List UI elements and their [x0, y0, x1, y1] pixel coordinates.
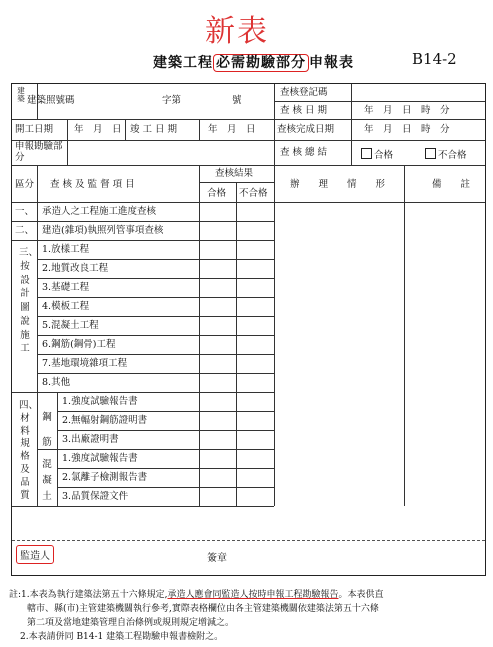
- section3-item-4: 4.模板工程: [42, 301, 90, 312]
- inspection-table: 建 築 建築照號碼 字第 號 查核登記碼 查 核 日 期 年 月 日 時 分 開工日期 年 月 日 竣 工 日 期 年 月 日 查核完成日期 年 月 日 時 分 申報勘驗部分 查 核 總 結 合格 不合格 區分 查 核 及 監 督 項 目 查核結果 合格 不合格 辦 理 情 形 備 註 一、 承造人之工程施工進度查核 二、 建造(雜項)執照列管事項查核 三、按設計圖說施工 1.放樣工程 2.地質改良工程 3.基礎工程 4.模板工程 5.混凝土工程 6.鋼筋(鋼骨)工程 7.基地環境雜項工程 8.其他 四、材料規格及品質 鋼筋 1.強度試驗報告書 2.無輻射鋼筋證明書 3.出廠證明書 混凝土 1.強度試驗報告書 2.氯離子檢測報告書 3.品質保證文件: [11, 83, 486, 576]
- check-date-value[interactable]: 年 月 日 時 分: [364, 105, 450, 116]
- concrete-item-1: 1.強度試驗報告書: [62, 453, 138, 464]
- check-date-label: 查 核 日 期: [280, 105, 328, 116]
- check-reg-no-label: 查核登記碼: [280, 87, 328, 98]
- check-done-value[interactable]: 年 月 日 時 分: [364, 124, 450, 135]
- section3-item-6: 6.鋼筋(鋼骨)工程: [42, 339, 116, 350]
- section3-item-1: 1.放樣工程: [42, 244, 90, 255]
- note-1-text-b: 。本表供直: [338, 590, 384, 600]
- steel-item-3: 3.出廠證明書: [62, 434, 119, 445]
- apply-label: 申報勘驗部分: [15, 141, 63, 163]
- row2-item: 建造(雜項)執照列管事項查核: [42, 225, 164, 236]
- section4-label: 四、材料規格及品質: [19, 400, 39, 501]
- concrete-item-3: 3.品質保證文件: [62, 491, 129, 502]
- row1-item: 承造人之工程施工進度查核: [42, 206, 157, 217]
- fail-checkbox-box[interactable]: [425, 148, 436, 159]
- col-section: 區分: [15, 179, 35, 190]
- license-label: 建築照號碼: [27, 95, 75, 106]
- note-1-highlight: 承造人應會同監造人按時申報工程勘驗報告: [167, 590, 339, 600]
- col-pass: 合格: [207, 188, 227, 199]
- concrete-item-2: 2.氯離子檢測報告書: [62, 472, 148, 483]
- title-prefix: 建築工程: [153, 55, 213, 71]
- fail-checkbox-label: 不合格: [438, 150, 467, 161]
- start-date-value[interactable]: 年 月 日: [74, 124, 122, 135]
- check-done-label: 查核完成日期: [277, 124, 335, 135]
- section3-item-8: 8.其他: [42, 377, 71, 388]
- col-items: 查 核 及 監 督 項 目: [50, 179, 135, 190]
- title-suffix: 申報表: [309, 55, 354, 71]
- new-form-stamp: 新表: [205, 14, 269, 49]
- summary-label: 查 核 總 結: [280, 147, 328, 158]
- form-title: [153, 52, 354, 72]
- section3-item-3: 3.基礎工程: [42, 282, 90, 293]
- note-1-text-a: 註:1.本表為執行建築法第五十六條規定,: [9, 590, 168, 600]
- license-value-suffix: 號: [232, 95, 242, 106]
- section3-item-2: 2.地質改良工程: [42, 263, 109, 274]
- steel-item-2: 2.無輻射鋼筋證明書: [62, 415, 148, 426]
- form-code: B14-2: [412, 50, 457, 68]
- col-result: 查核結果: [215, 168, 254, 179]
- pass-checkbox-label: 合格: [374, 150, 394, 161]
- note-1-line-3: 第二項及當地建築管理自治條例或規則規定增減之。: [27, 618, 235, 628]
- section3-label: 三、按設計圖說施工: [19, 247, 39, 355]
- steel-item-1: 1.強度試驗報告書: [62, 396, 138, 407]
- title-highlight: 必需勘驗部分: [213, 54, 309, 72]
- note-1-line-1: [9, 587, 384, 600]
- col-remarks: 備 註: [432, 179, 471, 190]
- license-value-prefix: 字第: [162, 95, 182, 106]
- section3-item-7: 7.基地環境雜項工程: [42, 358, 128, 369]
- row1-section: 一、: [15, 206, 35, 217]
- fail-checkbox[interactable]: [425, 148, 467, 161]
- section3-item-5: 5.混凝土工程: [42, 320, 99, 331]
- end-date-value[interactable]: 年 月 日: [208, 124, 256, 135]
- col-handling: 辦 理 情 形: [290, 179, 386, 190]
- col-fail: 不合格: [239, 188, 268, 199]
- note-2: 2.本表請併同 B14-1 建築工程勘驗申報書檢附之。: [20, 632, 224, 642]
- pass-checkbox[interactable]: [361, 148, 393, 161]
- row2-section: 二、: [15, 225, 35, 236]
- concrete-label: 混凝土: [42, 459, 52, 503]
- signature-label: 簽章: [207, 553, 227, 564]
- steel-label: 鋼筋: [42, 412, 52, 448]
- start-date-label: 開工日期: [15, 124, 54, 135]
- note-1-line-2: 轄市、縣(市)主管建築機關執行參考,實際表格欄位由各主管建築機關依建築法第五十六條: [27, 604, 379, 614]
- supervisor-label: 監造人: [16, 545, 54, 564]
- pass-checkbox-box[interactable]: [361, 148, 372, 159]
- end-date-label: 竣 工 日 期: [130, 124, 178, 135]
